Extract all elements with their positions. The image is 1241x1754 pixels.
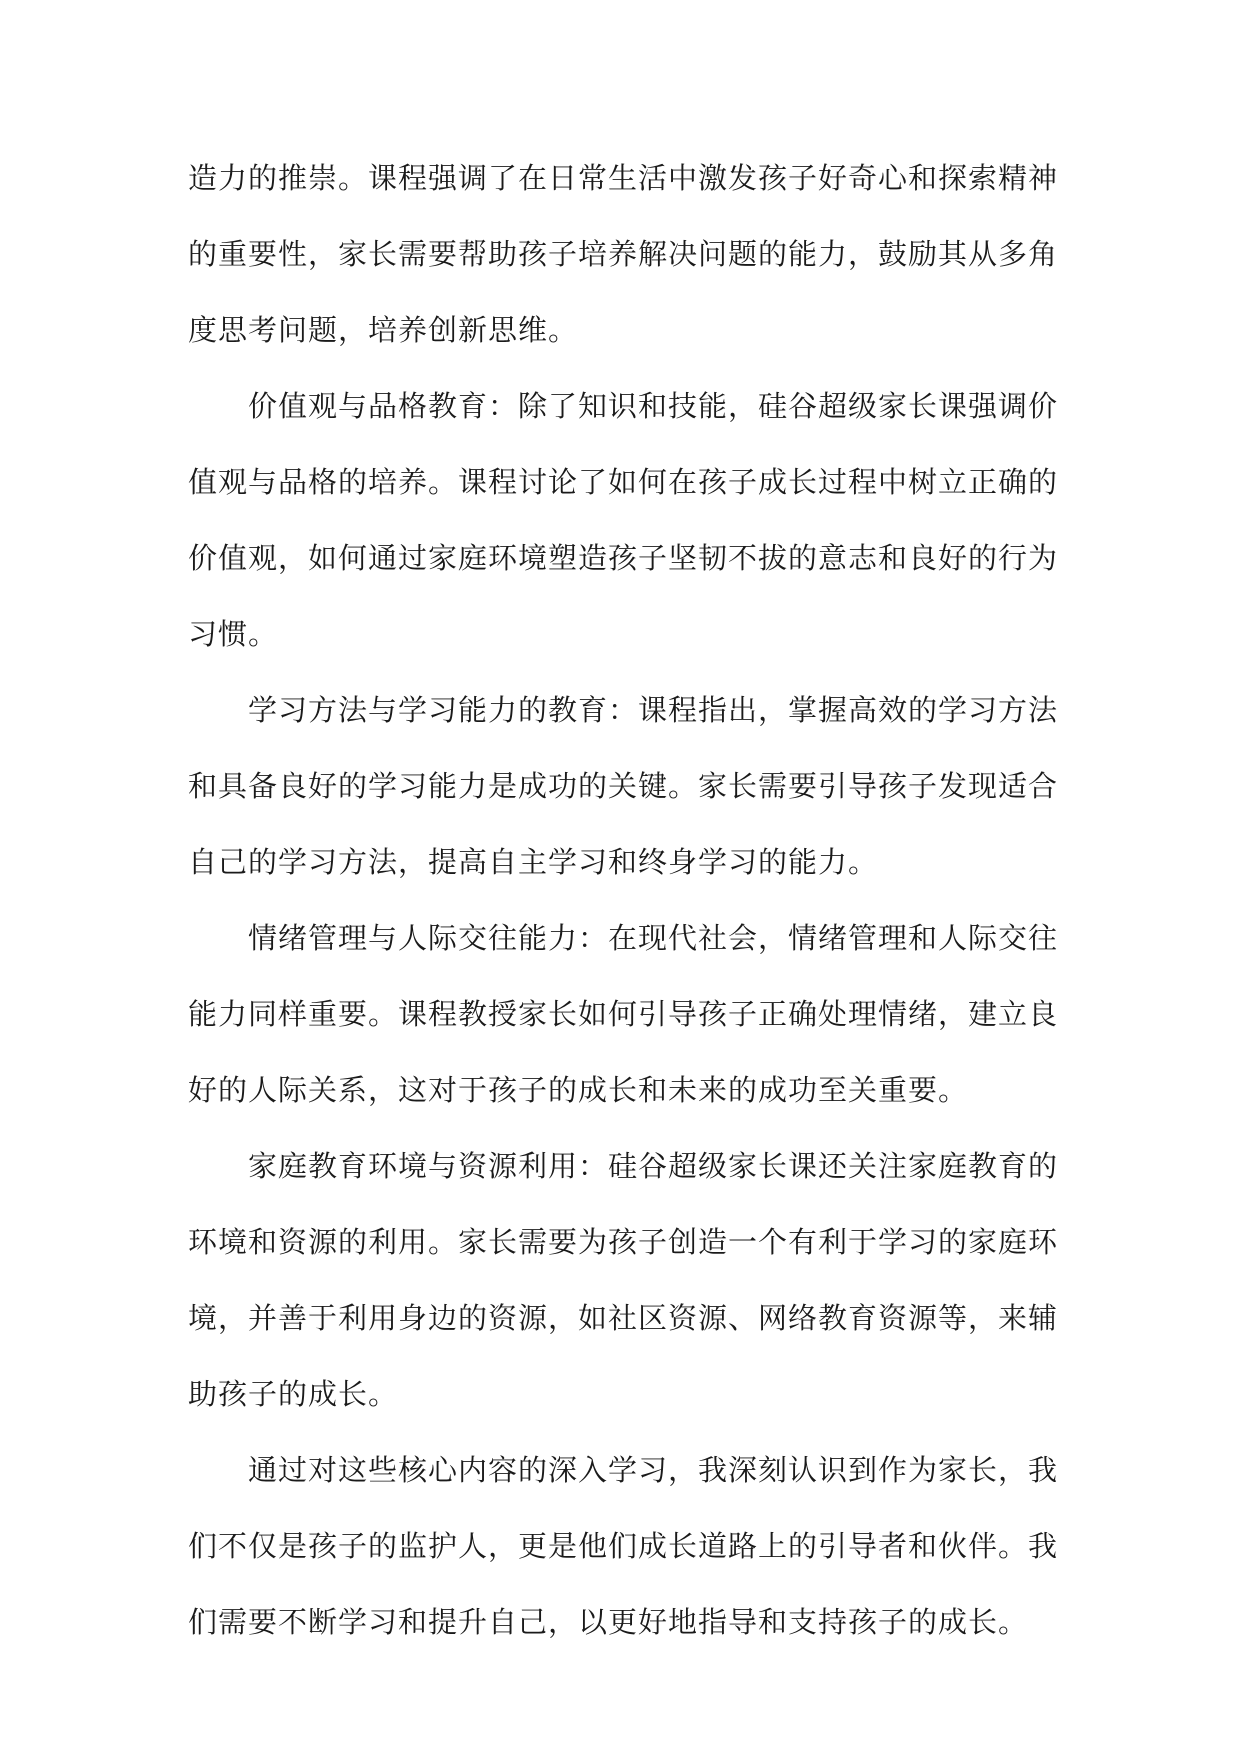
document-body: [188, 140, 1058, 1660]
paragraph-reflection: 通过对这些核心内容的深入学习，我深刻认识到作为家长，我们不仅是孩子的监护人，更是他们成长道路上的引导者和伙伴。我们需要不断学习和提升自己，以更好地指导和支持孩子的成长。: [188, 1453, 1059, 1639]
paragraph-continuation: 造力的推崇。课程强调了在日常生活中激发孩子好奇心和探索精神的重要性，家长需要帮助孩子培养解决问题的能力，鼓励其从多角度思考问题，培养创新思维。: [188, 161, 1059, 347]
paragraph-family-environment: 家庭教育环境与资源利用：硅谷超级家长课还关注家庭教育的环境和资源的利用。家长需要为孩子创造一个有利于学习的家庭环境，并善于利用身边的资源，如社区资源、网络教育资源等，来辅助孩子的成长。: [188, 1149, 1059, 1411]
paragraph-emotion-social: 情绪管理与人际交往能力：在现代社会，情绪管理和人际交往能力同样重要。课程教授家长如何引导孩子正确处理情绪，建立良好的人际关系，这对于孩子的成长和未来的成功至关重要。: [188, 921, 1059, 1107]
paragraph-learning-methods: 学习方法与学习能力的教育：课程指出，掌握高效的学习方法和具备良好的学习能力是成功的关键。家长需要引导孩子发现适合自己的学习方法，提高自主学习和终身学习的能力。: [188, 693, 1059, 879]
paragraph-values-character: 价值观与品格教育：除了知识和技能，硅谷超级家长课强调价值观与品格的培养。课程讨论了如何在孩子成长过程中树立正确的价值观，如何通过家庭环境塑造孩子坚韧不拔的意志和良好的行为习惯。: [188, 389, 1059, 651]
